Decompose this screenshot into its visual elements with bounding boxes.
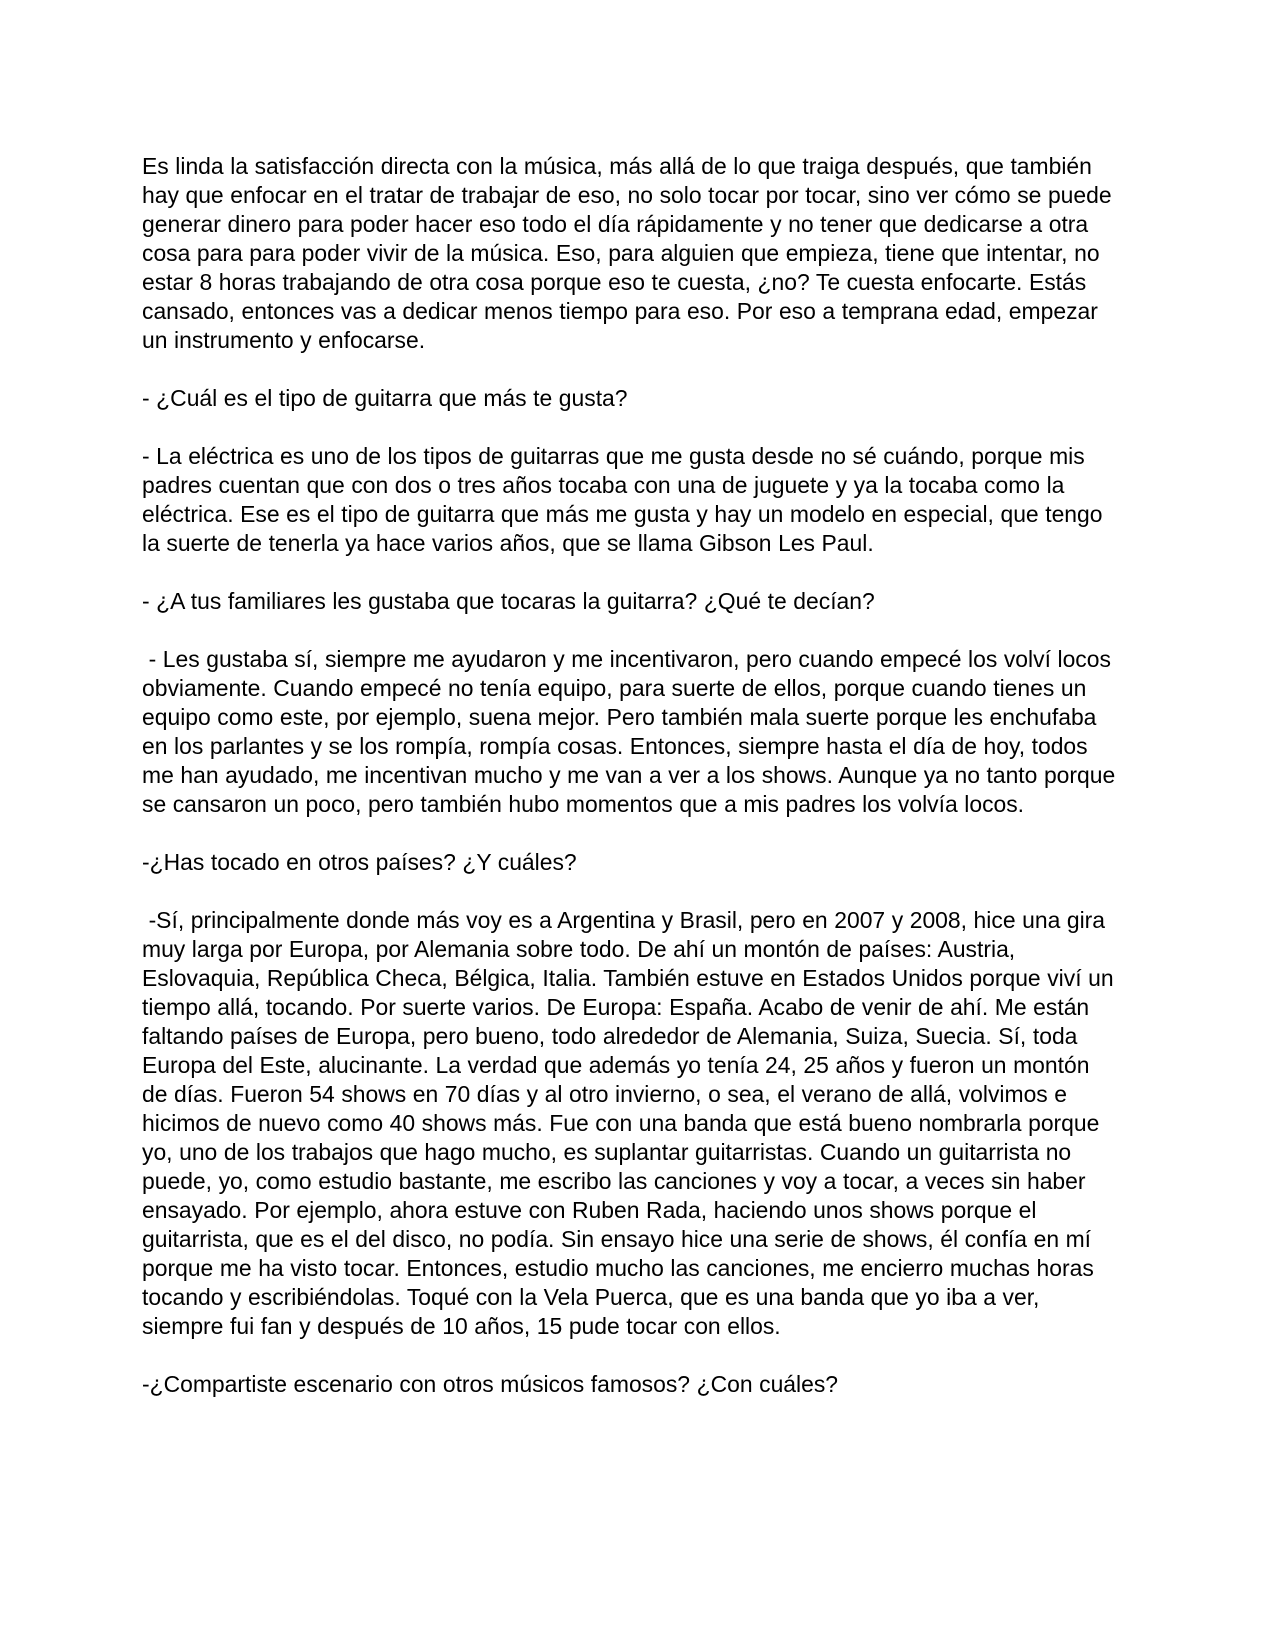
- interview-answer-intro: Es linda la satisfacción directa con la música, más allá de lo que traiga después, que también hay que enfocar en el tratar de trabajar de eso, no solo tocar por tocar, sino ver cómo se puede generar dinero para poder hacer eso todo el día rápidamente y no tener que dedicarse a otra cosa para para poder vivir de la música. Eso, para alguien que empieza, tiene que intentar, no estar 8 horas trabajando de otra cosa porque eso te cuesta, ¿no? Te cuesta enfocarte. Estás cansado, entonces vas a dedicar menos tiempo para eso. Por eso a temprana edad, empezar un instrumento y enfocarse.: [142, 153, 1119, 353]
- interview-answer-countries: -Sí, principalmente donde más voy es a Argentina y Brasil, pero en 2007 y 2008, hice una gira muy larga por Europa, por Alemania sobre todo. De ahí un montón de países: Austria, Eslovaquia, República Checa, Bélgica, Italia. También estuve en Estados Unidos porque viví un tiempo allá, tocando. Por suerte varios. De Europa: España. Acabo de venir de ahí. Me están faltando países de Europa, pero bueno, todo alrededor de Alemania, Suiza, Suecia. Sí, toda Europa del Este, alucinante. La verdad que además yo tenía 24, 25 años y fueron un montón de días. Fueron 54 shows en 70 días y al otro invierno, o sea, el verano de allá, volvimos e hicimos de nuevo como 40 shows más. Fue con una banda que está bueno nombrarla porque yo, uno de los trabajos que hago mucho, es suplantar guitarristas. Cuando un guitarrista no puede, yo, como estudio bastante, me escribo las canciones y voy a tocar, a veces sin haber ensayado. Por ejemplo, ahora estuve con Ruben Rada, haciendo unos shows porque el guitarrista, que es el del disco, no podía. Sin ensayo hice una serie de shows, él confía en mí porque me ha visto tocar. Entonces, estudio mucho las canciones, me encierro muchas horas tocando y escribiéndolas. Toqué con la Vela Puerca, que es una banda que yo iba a ver, siempre fui fan y después de 10 años, 15 pude tocar con ellos.: [142, 907, 1121, 1339]
- interview-question-famous-musicians: -¿Compartiste escenario con otros músicos famosos? ¿Con cuáles?: [142, 1371, 839, 1397]
- document-text-body: [142, 152, 1122, 1399]
- interview-answer-guitar-type: - La eléctrica es uno de los tipos de guitarras que me gusta desde no sé cuándo, porque mis padres cuentan que con dos o tres años tocaba con una de juguete y ya la tocaba como la eléctrica. Ese es el tipo de guitarra que más me gusta y hay un modelo en especial, que tengo la suerte de tenerla ya hace varios años, que se llama Gibson Les Paul.: [142, 443, 1110, 556]
- interview-question-countries: -¿Has tocado en otros países? ¿Y cuáles?: [142, 849, 577, 875]
- interview-question-guitar-type: - ¿Cuál es el tipo de guitarra que más te gusta?: [142, 385, 628, 411]
- interview-question-family: - ¿A tus familiares les gustaba que tocaras la guitarra? ¿Qué te decían?: [142, 588, 875, 614]
- interview-answer-family: - Les gustaba sí, siempre me ayudaron y me incentivaron, pero cuando empecé los volví locos obviamente. Cuando empecé no tenía equipo, para suerte de ellos, porque cuando tienes un equipo como este, por ejemplo, suena mejor. Pero también mala suerte porque les enchufaba en los parlantes y se los rompía, rompía cosas. Entonces, siempre hasta el día de hoy, todos me han ayudado, me incentivan mucho y me van a ver a los shows. Aunque ya no tanto porque se cansaron un poco, pero también hubo momentos que a mis padres los volvía locos.: [142, 646, 1122, 817]
